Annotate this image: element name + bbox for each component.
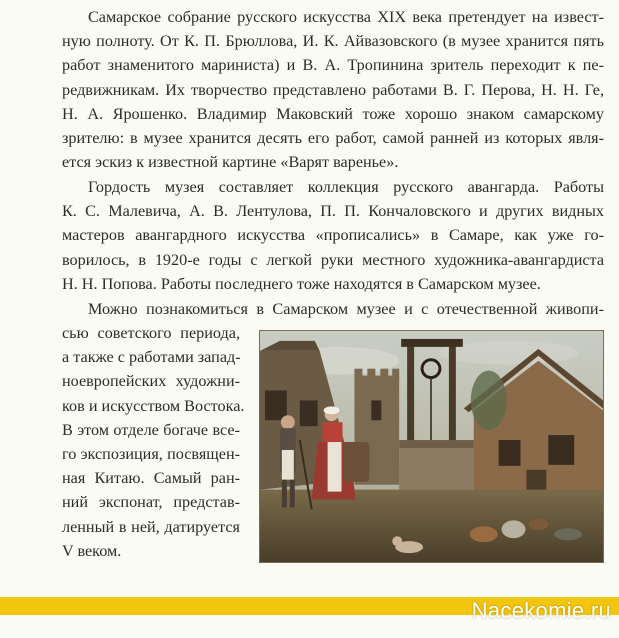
paragraph-2 <box>62 175 604 296</box>
text-line: В этом отделе богаче все- <box>62 420 240 439</box>
paragraph-3-lead <box>62 297 604 321</box>
text-line: мастеров авангардного искусства «прописались» в Самаре, как уже го- <box>62 226 604 245</box>
text-line: ную полноту. От К. П. Брюллова, И. К. Айвазовского (в музее хранится пять <box>62 32 604 51</box>
text-line: Н. А. Ярошенко. Владимир Маковский тоже хорошо знаком самарскому <box>62 104 604 123</box>
text-line: Гордость музея составляет коллекция русского авангарда. Работы <box>88 178 604 196</box>
paragraph-1 <box>62 5 604 174</box>
text-line: зрителю: в музее хранится десять его работ, самой ранней из которых явля- <box>62 129 604 148</box>
text-line: ков и искусством Востока. <box>62 396 245 415</box>
text-line: ная Китаю. Самый ран- <box>62 469 240 488</box>
text-line: V веком. <box>62 541 122 560</box>
text-line: ется эскиз к известной картине «Варят варенье». <box>62 153 399 172</box>
painting-illustration <box>259 330 604 563</box>
text-line: ленный в ней, датируется <box>62 517 240 536</box>
text-line: ний экспонат, представ- <box>62 493 240 512</box>
painting-village-well-scene <box>260 331 603 562</box>
text-line: а также с работами запад- <box>62 348 241 367</box>
text-line: сью советского периода, <box>62 324 240 342</box>
text-line: Можно познакомиться в Самарском музее и с отечественной живопи- <box>88 300 604 318</box>
paragraph-3-wrapped <box>62 321 245 563</box>
text-line: го экспозиция, посвящен- <box>62 445 240 464</box>
text-line: Н. Н. Попова. Работы последнего тоже находятся в Самарском музее. <box>62 274 541 293</box>
text-line: редвижникам. Их творчество представлено работами В. Г. Перова, Н. Н. Ге, <box>62 80 604 99</box>
text-line: К. С. Малевича, А. В. Лентулова, П. П. Кончаловского и других видных <box>62 202 604 221</box>
text-line: ноевропейских художни- <box>62 372 240 391</box>
text-line: работ знаменитого мариниста) и В. А. Тропинина зритель переходит к пе- <box>62 56 604 75</box>
text-line: Самарское собрание русского искусства XIX века претендует на извест- <box>88 8 604 26</box>
text-line: ворилось, в 1920-е годы с легкой руки местного художника-авангардиста <box>62 250 604 269</box>
watermark-text: Nacekomie.ru <box>471 598 611 623</box>
